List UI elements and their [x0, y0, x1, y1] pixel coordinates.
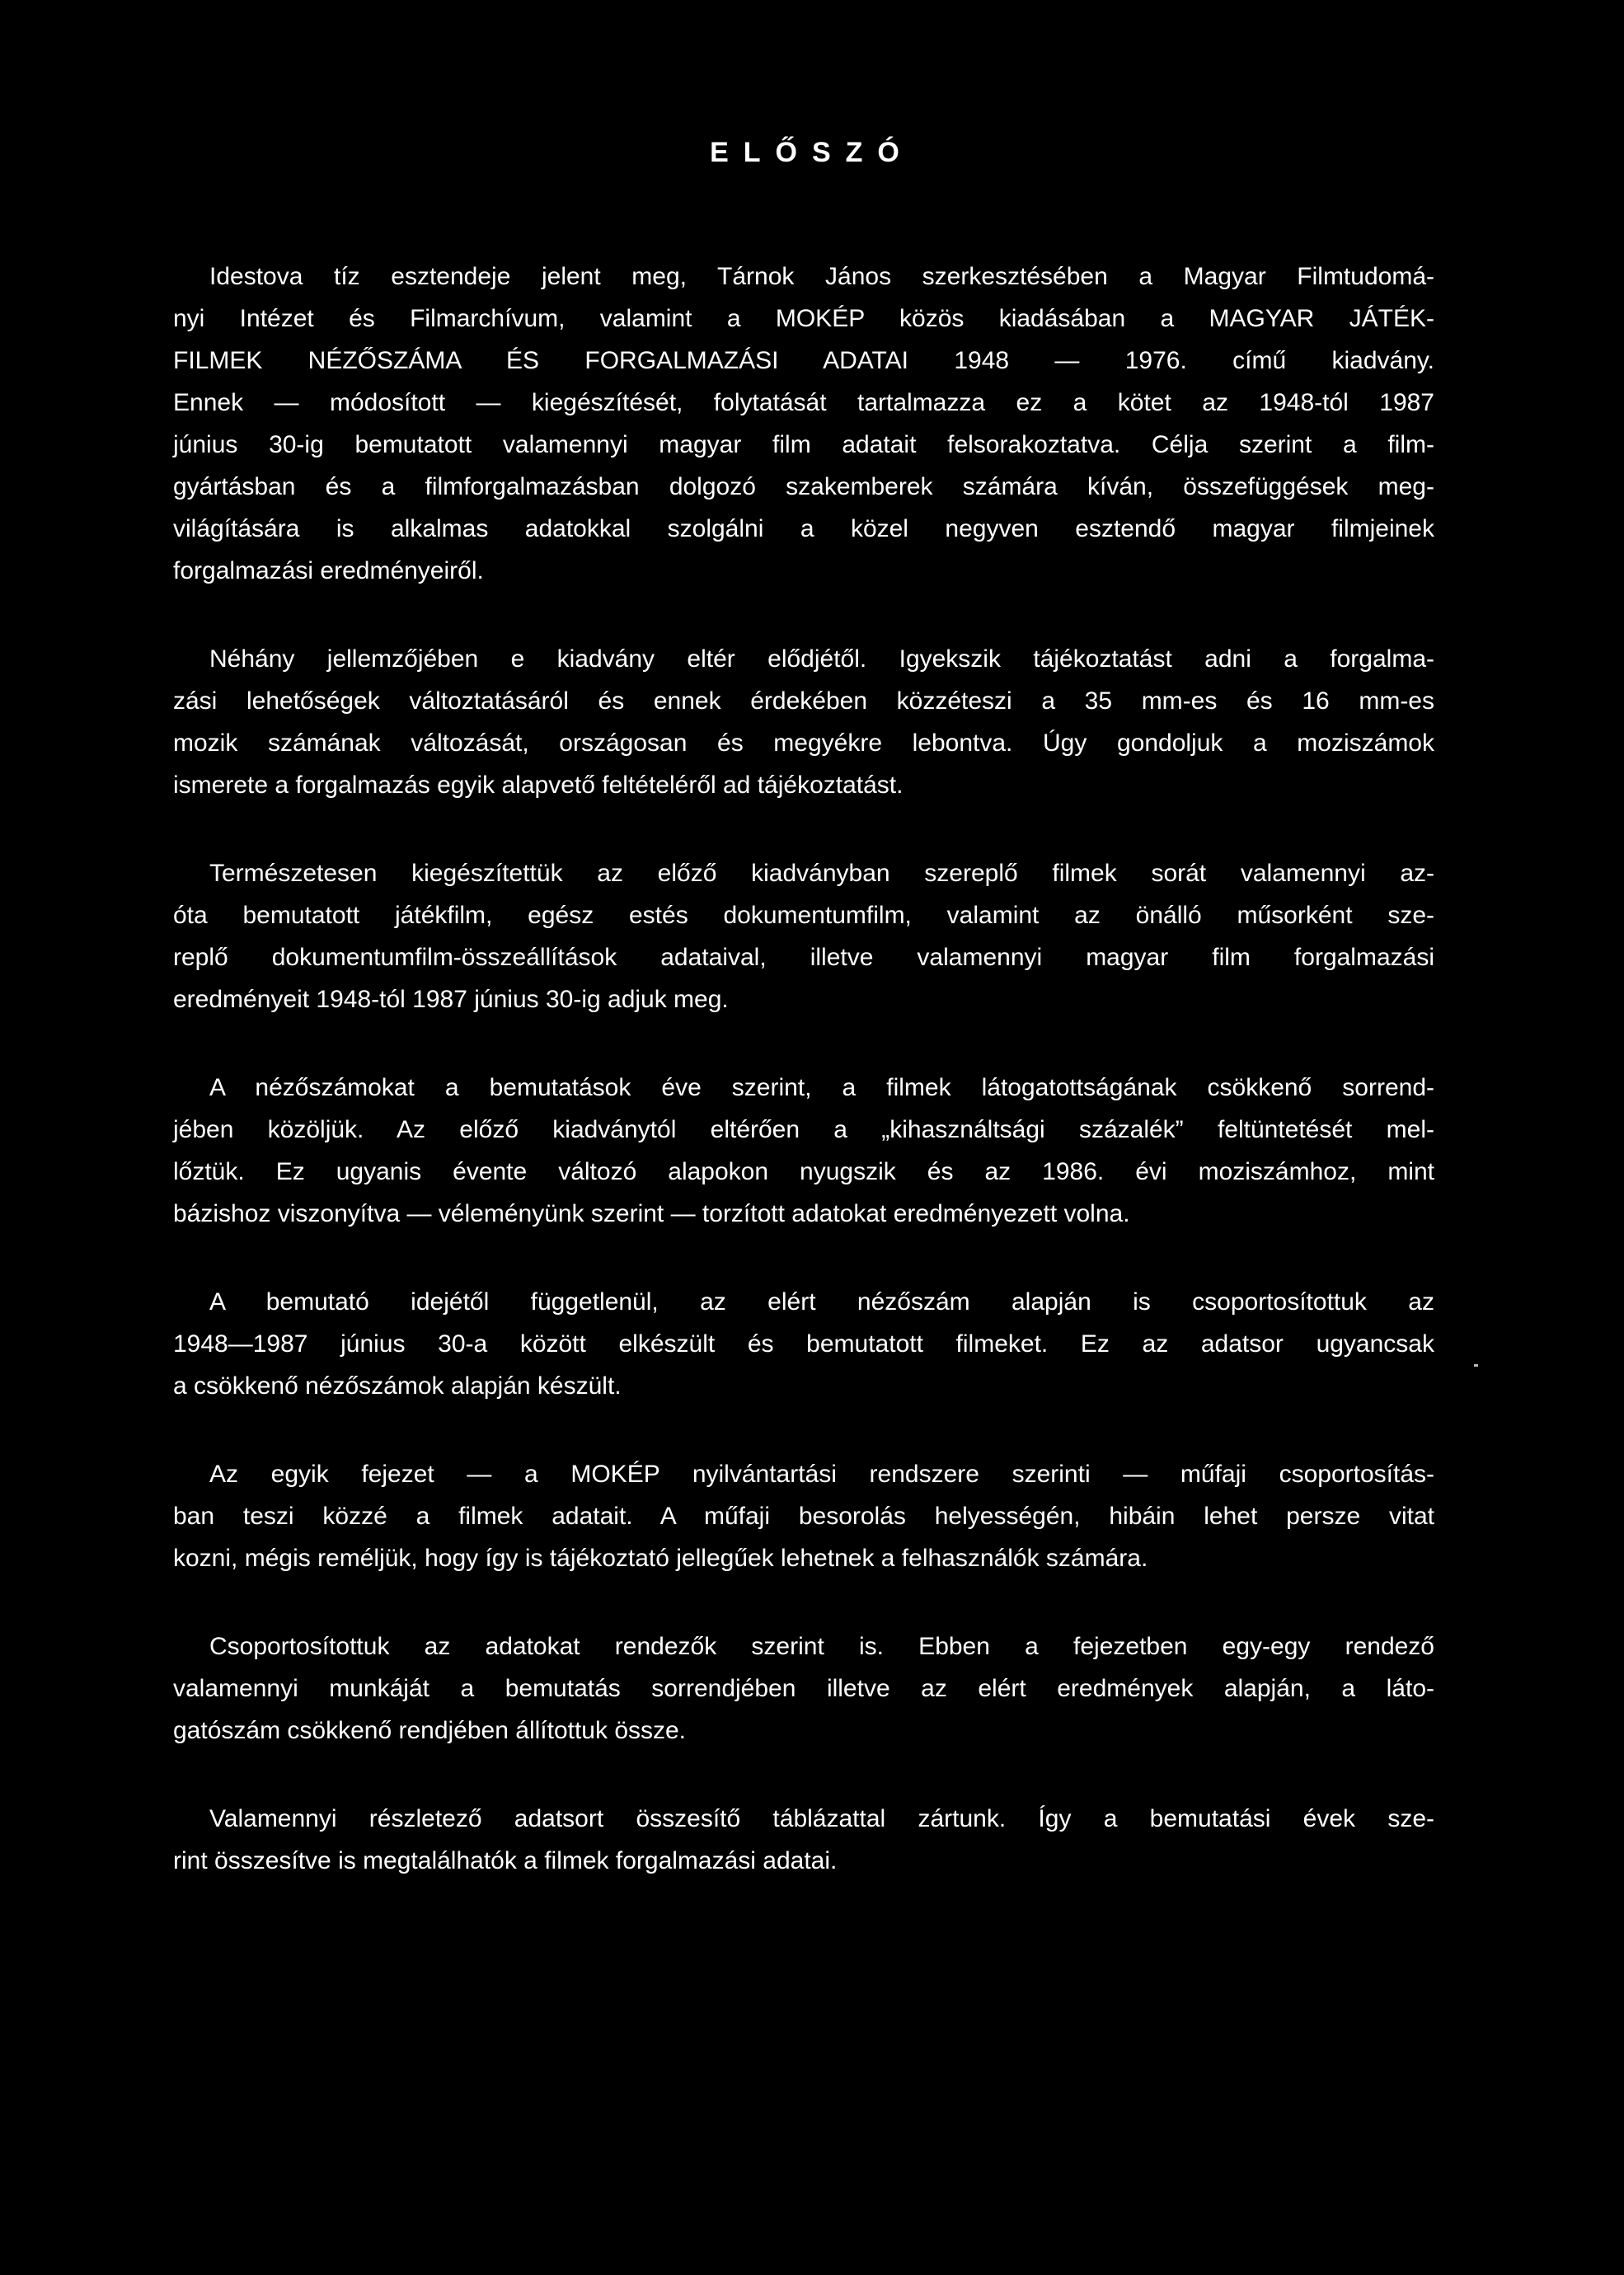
paragraph-8 [173, 1798, 1434, 1882]
text-line: replő dokumentumfilm-összeállítások adataival, illetve valamennyi magyar film forgalmazási [173, 944, 1434, 971]
text-line: Csoportosítottuk az adatokat rendezők szerint is. Ebben a fejezetben egy-egy rendező [209, 1633, 1434, 1660]
page-title: ELŐSZÓ [710, 137, 914, 168]
text-line: lőztük. Ez ugyanis évente változó alapokon nyugszik és az 1986. évi moziszámhoz, mint [173, 1158, 1434, 1185]
text-line: Néhány jellemzőjében e kiadvány eltér elődjétől. Igyekszik tájékoztatást adni a forgalma- [209, 645, 1434, 673]
text-line: FILMEK NÉZŐSZÁMA ÉS FORGALMAZÁSI ADATAI 1948 — 1976. című kiadvány. [173, 347, 1434, 374]
text-line: eredményeit 1948-tól 1987 június 30-ig adjuk meg. [173, 986, 729, 1013]
paragraph-5 [173, 1281, 1434, 1407]
text-line: bázishoz viszonyítva — véleményünk szerint — torzított adatokat eredményezett volna. [173, 1200, 1130, 1227]
text-line: valamennyi munkáját a bemutatás sorrendjében illetve az elért eredmények alapján, a láto- [173, 1675, 1434, 1702]
text-line: június 30-ig bemutatott valamennyi magyar film adatait felsorakoztatva. Célja szerint a film- [173, 431, 1434, 458]
paragraph-3 [173, 852, 1434, 1020]
paragraph-1 [173, 256, 1434, 592]
paragraph-2 [173, 638, 1434, 806]
text-line: Az egyik fejezet — a MOKÉP nyilvántartási rendszere szerinti — műfaji csoportosítás- [209, 1461, 1434, 1488]
text-line: Valamennyi részletező adatsort összesítő táblázattal zártunk. Így a bemutatási évek sze- [209, 1805, 1434, 1832]
paragraph-7 [173, 1625, 1434, 1752]
text-line: nyi Intézet és Filmarchívum, valamint a MOKÉP közös kiadásában a MAGYAR JÁTÉK- [173, 305, 1434, 332]
text-line: Idestova tíz esztendeje jelent meg, Tárnok János szerkesztésében a Magyar Filmtudomá- [209, 263, 1434, 290]
text-line: gyártásban és a filmforgalmazásban dolgozó szakemberek számára kíván, összefüggések meg- [173, 473, 1434, 500]
text-line: világítására is alkalmas adatokkal szolgálni a közel negyven esztendő magyar filmjeinek [173, 515, 1434, 542]
text-line: gatószám csökkenő rendjében állítottuk össze. [173, 1717, 687, 1744]
text-line: A bemutató idejétől függetlenül, az elért nézőszám alapján is csoportosítottuk az [209, 1288, 1434, 1316]
text-line: mozik számának változását, országosan és megyékre lebontva. Úgy gondoljuk a moziszámok [173, 729, 1434, 757]
text-line: jében közöljük. Az előző kiadványtól eltérően a „kihasználtsági százalék” feltüntetését mel- [173, 1116, 1434, 1143]
text-line: rint összesítve is megtalálhatók a filmek forgalmazási adatai. [173, 1847, 838, 1874]
text-line: 1948—1987 június 30-a között elkészült és bemutatott filmeket. Ez az adatsor ugyancsak [173, 1330, 1434, 1358]
text-line: forgalmazási eredményeiről. [173, 557, 484, 584]
paragraph-4 [173, 1067, 1434, 1235]
text-line: kozni, mégis reméljük, hogy így is tájékoztató jellegűek lehetnek a felhasználók számára. [173, 1545, 1148, 1572]
text-line: A nézőszámokat a bemutatások éve szerint, a filmek látogatottságának csökkenő sorrend- [209, 1074, 1434, 1101]
text-line: zási lehetőségek változtatásáról és ennek érdekében közzéteszi a 35 mm-es és 16 mm-es [173, 687, 1434, 715]
text-line: Ennek — módosított — kiegészítését, folytatását tartalmazza ez a kötet az 1948-tól 1987 [173, 389, 1434, 416]
scan-speck [1474, 1364, 1478, 1367]
text-line: óta bemutatott játékfilm, egész estés dokumentumfilm, valamint az önálló műsorként sze- [173, 902, 1434, 929]
text-line: ismerete a forgalmazás egyik alapvető feltételéről ad tájékoztatást. [173, 772, 904, 799]
text-line: ban teszi közzé a filmek adatait. A műfaji besorolás helyességén, hibáin lehet persze vitat [173, 1503, 1434, 1530]
preface-body [173, 256, 1434, 1928]
text-line: a csökkenő nézőszámok alapján készült. [173, 1372, 622, 1400]
text-line: Természetesen kiegészítettük az előző kiadványban szereplő filmek sorát valamennyi az- [209, 860, 1434, 887]
paragraph-6 [173, 1453, 1434, 1579]
